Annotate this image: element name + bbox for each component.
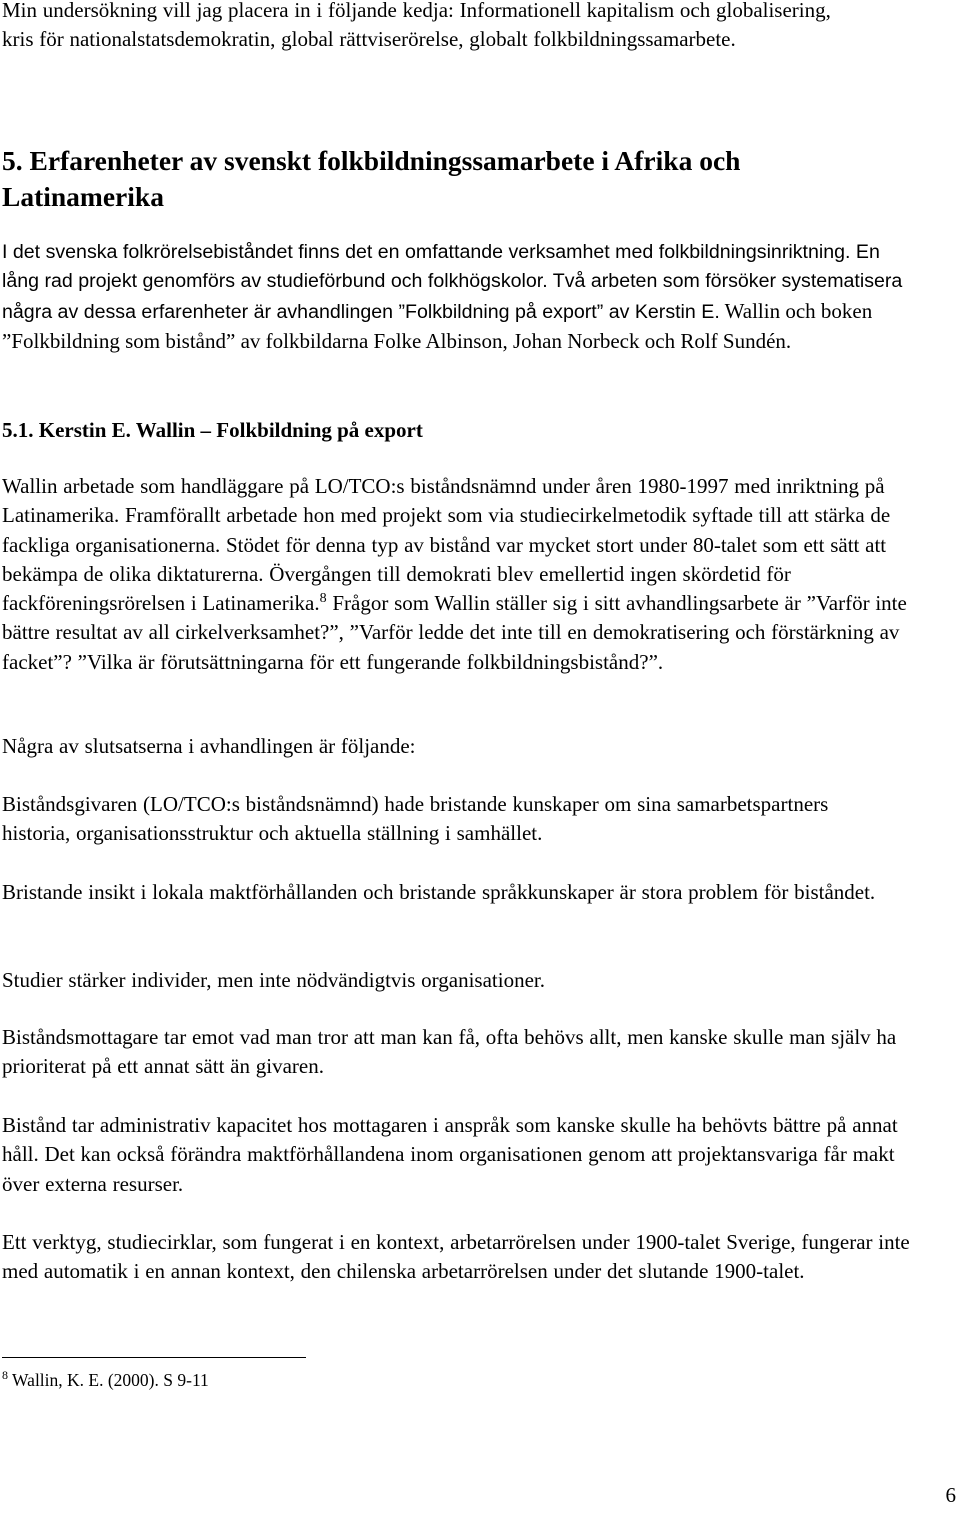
- wallin-text-before-note: Wallin arbetade som handläggare på LO/TCO:s biståndsnämnd under åren 1980-1997 med inriktning på Latinamerika. Framförallt arbetade hon med projekt som via studiecirkelmetodik syftade till att stärka de fackliga organisationerna. Stödet för denna typ av bistånd var mycket stort under 80-talet som ett sätt att bekämpa de olika diktaturerna. Övergången till demokrati blev emellertid ingen skördetid för fackföreningsrörelsen i Latinamerika.: [2, 474, 891, 616]
- conclusion-item: Bristande insikt i lokala maktförhållanden och bristande språkkunskaper är stora problem för biståndet.: [2, 880, 876, 904]
- section-intro-paragraph: [2, 238, 907, 357]
- footnote-text: Wallin, K. E. (2000). S 9-11: [8, 1370, 209, 1390]
- page-number: 6: [945, 1483, 956, 1507]
- wallin-paragraph: [2, 472, 960, 677]
- wallin-text-after-note: Frågor som Wallin ställer sig i sitt avhandlingsarbete är ”Varför inte bättre resultat av all cirkelverksamhet?”, ”Varför ledde det inte till en demokratisering och förstärkning av facket”? ”Vilka är förutsättningarna för ett fungerande folkbildningsbistånd?”.: [2, 591, 907, 674]
- footnote-separator: [2, 1357, 306, 1358]
- section-intro-part1: I det svenska folkrörelsebiståndet finns det en omfattande verksamhet med folkbildningsinriktning. En lång rad projekt genomförs av studieförbund och folkhögskolor. Två arbeten som försöker systematisera några av dessa erfarenheter är avhandlingen ”Folkbildning på export” av Kerstin E.: [2, 241, 903, 323]
- conclusion-item: Biståndsgivaren (LO/TCO:s biståndsnämnd) hade bristande kunskaper om sina samarbetspartners historia, organisationsstruktur och aktuella ställning i samhället.: [2, 792, 829, 846]
- intro-paragraph: Min undersökning vill jag placera in i följande kedja: Informationell kapitalism och globalisering, kris för nationalstatsdemokratin, global rättviserörelse, globalt folkbildningssamarbete.: [2, 0, 831, 52]
- subsection-heading: 5.1. Kerstin E. Wallin – Folkbildning på export: [2, 418, 423, 442]
- section-heading: 5. Erfarenheter av svenskt folkbildningssamarbete i Afrika och Latinamerika: [2, 145, 741, 212]
- section-intro-part2: Wallin och boken ”Folkbildning som bistånd” av folkbildarna Folke Albinson, Johan Norbeck och Rolf Sundén.: [2, 298, 873, 353]
- footnote-number: 8: [2, 1368, 8, 1382]
- conclusion-item: Ett verktyg, studiecirklar, som fungerat i en kontext, arbetarrörelsen under 1900-talet Sverige, fungerar inte med automatik i en annan kontext, den chilenska arbetarrörelsen under det slutande 1900-talet.: [2, 1230, 910, 1284]
- conclusion-item: Studier stärker individer, men inte nödvändigtvis organisationer.: [2, 968, 546, 992]
- footnote-reference: 8: [319, 591, 327, 607]
- conclusions-intro: Några av slutsatserna i avhandlingen är följande:: [2, 734, 416, 758]
- conclusion-item: Biståndsmottagare tar emot vad man tror att man kan få, ofta behövs allt, men kanske skulle man själv ha prioriterat på ett annat sätt än givaren.: [2, 1025, 897, 1079]
- footnote: [2, 1368, 209, 1392]
- conclusion-item: Bistånd tar administrativ kapacitet hos mottagaren i anspråk som kanske skulle ha behövts bättre på annat håll. Det kan också förändra maktförhållandena inom organisationen genom att projektansvariga får makt över externa resurser.: [2, 1113, 898, 1196]
